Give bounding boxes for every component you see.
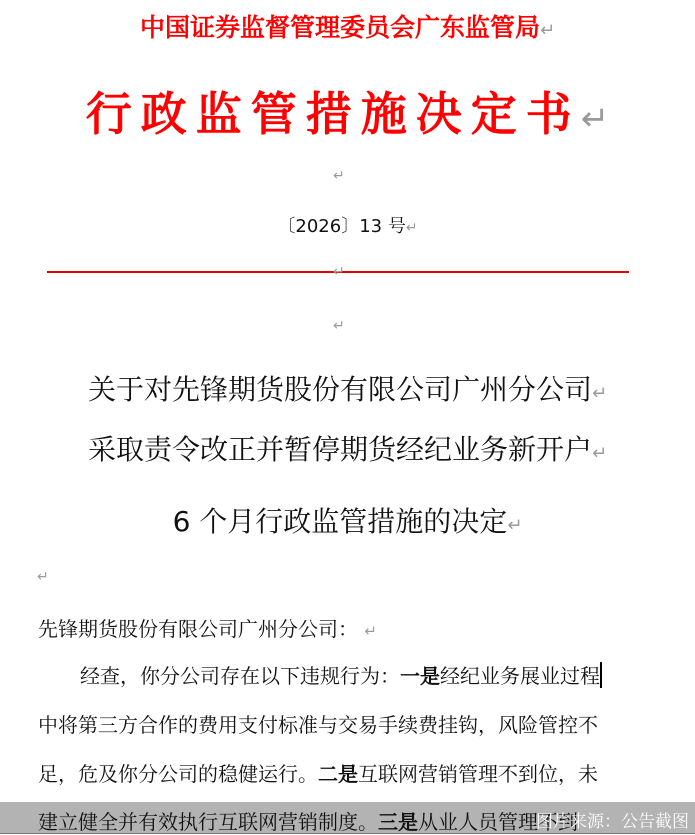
paragraph-mark-icon: ↵ (580, 99, 610, 139)
body-text: 中将第三方合作的费用支付标准与交易手续费挂钩，风险管控不 (38, 713, 598, 737)
image-source-caption: 图片来源：公告截图 (536, 812, 689, 832)
point-three-label: 三是 (378, 810, 418, 834)
body-text: 从业人员管理不到 (418, 810, 578, 834)
point-one-label: 一是 (400, 664, 440, 688)
doc-number-text: 〔2026〕13 号 (277, 216, 406, 237)
body-line-4 (38, 806, 578, 835)
paragraph-mark-icon: ↵ (507, 515, 523, 536)
paragraph-mark-icon: ↵ (333, 264, 345, 280)
decision-title-line-2 (0, 428, 695, 468)
addressee-text: 先锋期货股份有限公司广州分公司： (38, 617, 358, 641)
document-type-title (0, 78, 695, 144)
body-line-3 (38, 758, 598, 787)
title-line-3-text: 6 个月行政监管措施的决定 (172, 505, 508, 538)
decision-title-line-1 (0, 368, 695, 408)
paragraph-mark-icon: ↵ (539, 20, 556, 41)
doc-type-text: 行政监管措施决定书 (85, 87, 581, 141)
body-text: 经纪业务展业过程 (440, 664, 600, 688)
paragraph-mark-icon: ↵ (364, 622, 377, 640)
title-line-1-text: 关于对先锋期货股份有限公司广州分公司 (87, 373, 592, 406)
decision-title-line-3 (0, 500, 695, 540)
paragraph-mark-icon: ↵ (333, 168, 345, 184)
body-line-1[interactable] (80, 660, 602, 689)
paragraph-mark-icon: ↵ (591, 443, 608, 464)
title-line-2-text: 采取责令改正并暂停期货经纪业务新开户 (87, 433, 592, 466)
body-text: 建立健全并有效执行互联网营销制度。 (38, 810, 378, 834)
body-text: 经查，你分公司存在以下违规行为： (80, 664, 400, 688)
addressee-line (38, 613, 377, 642)
body-line-2 (38, 709, 598, 738)
body-text: 互联网营销管理不到位，未 (358, 762, 598, 786)
paragraph-mark-icon: ↵ (591, 383, 608, 404)
paragraph-mark-icon: ↵ (333, 318, 345, 334)
paragraph-mark-icon: ↵ (405, 220, 418, 236)
paragraph-mark-icon: ↵ (37, 569, 49, 585)
point-two-label: 二是 (318, 762, 358, 786)
authority-text: 中国证券监督管理委员会广东监管局 (139, 13, 540, 42)
text-cursor (600, 662, 602, 688)
document-number (0, 212, 695, 238)
body-text: 足，危及你分公司的稳健运行。 (38, 762, 318, 786)
issuing-authority (0, 8, 695, 44)
